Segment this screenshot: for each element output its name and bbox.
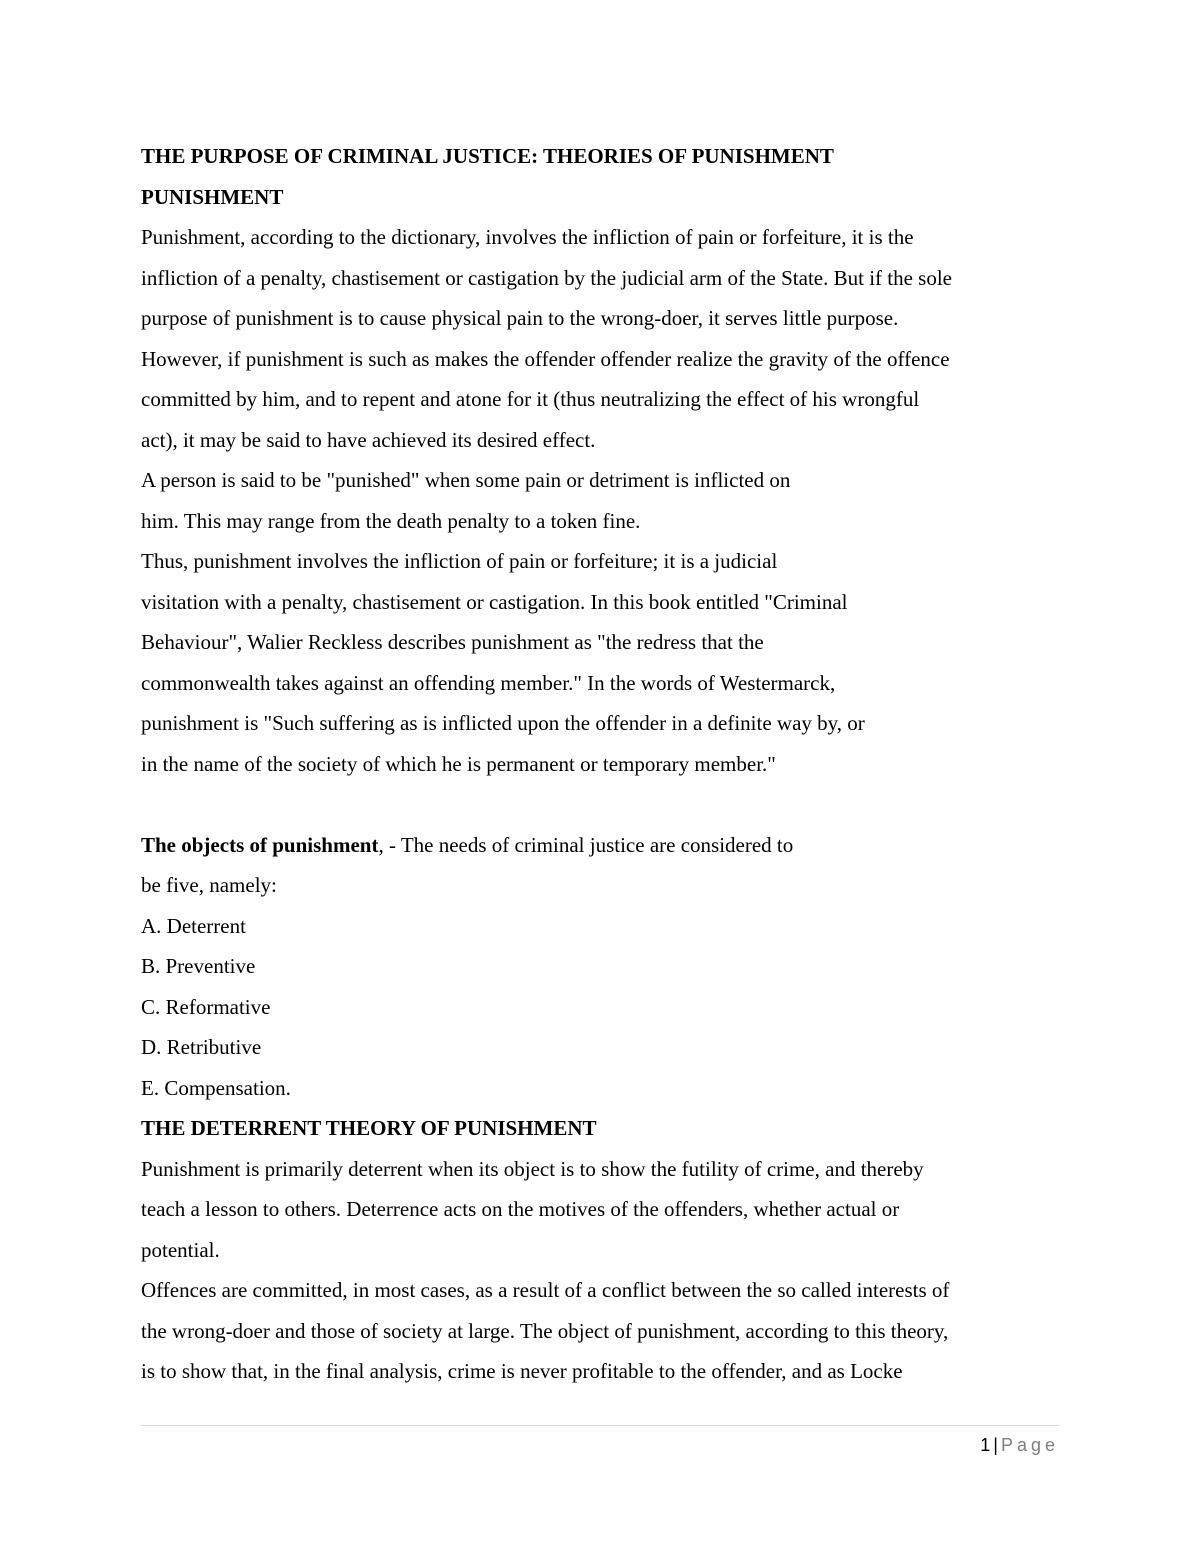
page-number: 1 [980,1435,991,1455]
blank-line [141,784,1061,825]
paragraph-line: be five, namely: [141,873,277,897]
paragraph-line: teach a lesson to others. Deterrence acts on the motives of the offenders, whether actual or [141,1197,900,1221]
paragraph-line: A person is said to be "punished" when some pain or detriment is inflicted on [141,468,791,492]
page-label: Page [1000,1435,1059,1455]
section-heading-deterrent: THE DETERRENT THEORY OF PUNISHMENT [141,1116,597,1140]
paragraph-line: potential. [141,1237,220,1262]
paragraph-line: Thus, punishment involves the infliction of pain or forfeiture; it is a judicial [141,549,778,573]
paragraph-line: infliction of a penalty, chastisement or castigation by the judicial arm of the State. But if the sole [141,265,953,290]
section-heading-punishment: PUNISHMENT [141,184,284,209]
list-item: C. Reformative [141,994,271,1019]
paragraph-line: the wrong-doer and those of society at large. The object of punishment, according to this theory, [141,1318,949,1343]
list-item: A. Deterrent [141,913,246,938]
paragraph-line: visitation with a penalty, chastisement or castigation. In this book entitled "Criminal [141,589,848,614]
objects-intro-line [141,825,1061,866]
objects-heading: The objects of punishment [141,832,379,857]
paragraph-line: Behaviour", Walier Reckless describes punishment as "the redress that the [141,630,764,654]
paragraph-line: punishment is "Such suffering as is inflicted upon the offender in a definite way by, or [141,711,865,735]
paragraph-line: commonwealth takes against an offending member." In the words of Westermarck, [141,670,836,695]
paragraph-line: committed by him, and to repent and atone for it (thus neutralizing the effect of his wrongful [141,387,920,411]
document-body [141,136,1061,1392]
paragraph-line: Offences are committed, in most cases, as a result of a conflict between the so called interests of [141,1278,950,1302]
list-item: D. Retributive [141,1035,262,1059]
paragraph-line: in the name of the society of which he is permanent or temporary member." [141,751,776,776]
paragraph-line: purpose of punishment is to cause physical pain to the wrong-doer, it serves little purpose. [141,306,899,330]
paragraph-line: Punishment is primarily deterrent when its object is to show the futility of crime, and thereby [141,1156,924,1181]
page-footer [141,1432,1059,1458]
paragraph-line: However, if punishment is such as makes the offender offender realize the gravity of the offence [141,346,950,371]
document-title: THE PURPOSE OF CRIMINAL JUSTICE: THEORIES OF PUNISHMENT [141,144,834,168]
list-item: E. Compensation. [141,1075,291,1100]
paragraph-line: Punishment, according to the dictionary, involves the infliction of pain or forfeiture, it is the [141,225,914,249]
paragraph-line: is to show that, in the final analysis, crime is never profitable to the offender, and as Locke [141,1359,903,1383]
objects-intro-text: , - The needs of criminal justice are considered to [378,832,794,857]
list-item: B. Preventive [141,954,256,978]
footer-separator: | [993,1435,998,1455]
paragraph-line: him. This may range from the death penalty to a token fine. [141,508,641,533]
footer-divider [141,1425,1059,1426]
paragraph-line: act), it may be said to have achieved its desired effect. [141,427,596,452]
